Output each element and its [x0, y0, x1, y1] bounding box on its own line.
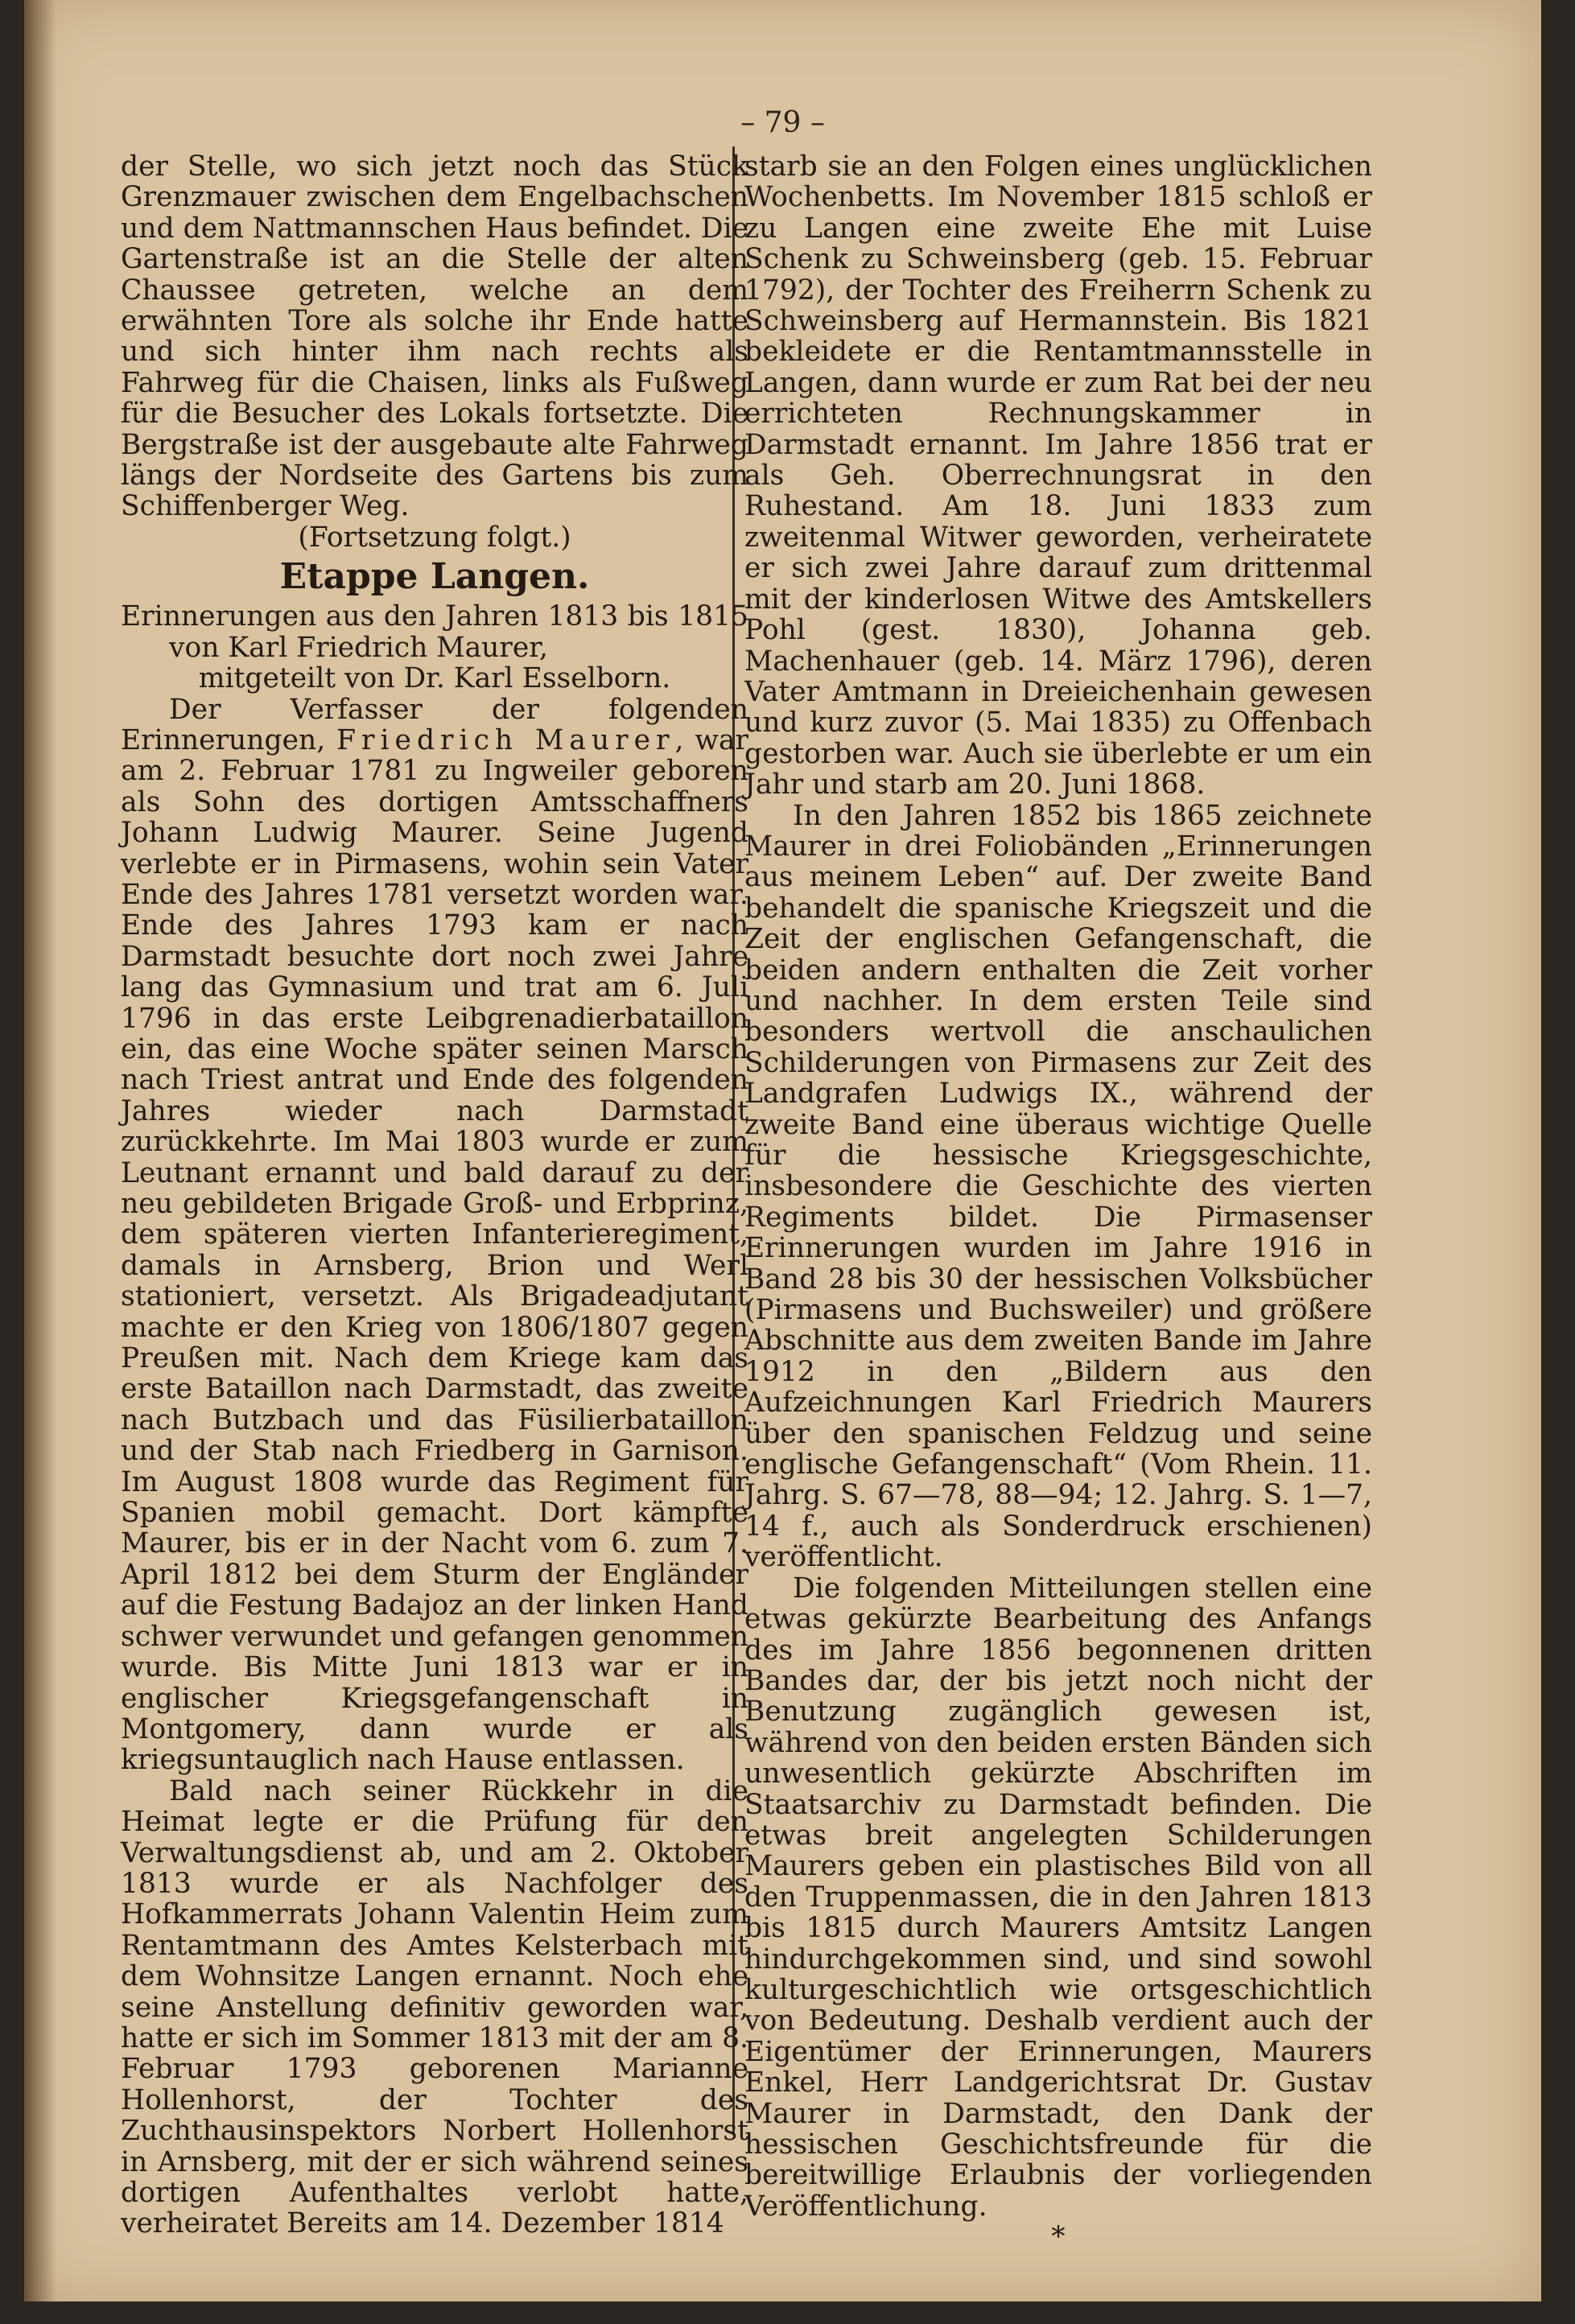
left-paragraph-2: [121, 694, 748, 1776]
article-subtitle: Erinnerungen aus den Jahren 1813 bis 1815 von Karl Friedrich Maurer,: [121, 600, 748, 664]
article-title: Etappe Langen.: [279, 556, 590, 598]
right-paragraph-3: Die folgenden Mitteilungen stellen eine etwas gekürzte Bearbeitung des Anfangs des im Jahre 1856 begonnenen dritten Bandes dar, der bis jetzt noch nicht der Benutzung zugänglich gewesen ist, während von den beiden ersten Bänden sich unwesentlich gekürzte Abschriften im Staatsarchiv zu Darmstadt befinden. Die etwas breit angelegten Schilderungen Maurers geben ein plastisches Bild von all den Truppenmassen, die in den Jahren 1813 bis 1815 durch Maurers Amtsitz Langen hindurchgekommen sind, und sind sowohl kulturgeschichtlich wie ortsgeschichtlich von Bedeutung. Deshalb verdient auch der Eigentümer der Erinnerungen, Maurers Enkel, Herr Landgerichtsrat Dr. Gustav Maurer in Darmstadt, den Dank der hessischen Geschichtsfreunde für die bereitwillige Erlaubnis der vorliegenden Veröffentlichung.: [744, 1572, 1372, 2223]
right-paragraph-1: starb sie an den Folgen eines unglücklichen Wochenbetts. Im November 1815 schloß er zu Langen eine zweite Ehe mit Luise Schenk zu Schweinsberg (geb. 15. Februar 1792), der Tochter des Freiherrn Schenk zu Schweinsberg auf Hermannstein. Bis 1821 bekleidete er die Rentamtmannsstelle in Langen, dann wurde er zum Rat bei der neu errichteten Rechnungskammer in Darmstadt ernannt. Im Jahre 1856 trat er als Geh. Oberrechnungsrat in den Ruhestand. Am 18. Juni 1833 zum zweitenmal Witwer geworden, verheiratete er sich zwei Jahre darauf zum drittenmal mit der kinderlosen Witwe des Amtskellers Pohl (gest. 1830), Johanna geb. Machenhauer (geb. 14. März 1796), deren Vater Amtmann in Dreieichenhain gewesen und kurz zuvor (5. Mai 1835) zu Offenbach gestorben war. Auch sie überlebte er um ein Jahr und starb am 20. Juni 1868.: [744, 150, 1372, 801]
left-paragraph-1: der Stelle, wo sich jetzt noch das Stück Grenzmauer zwischen dem Engelbachschen und dem Nattmannschen Haus befindet. Die Gartenstraße ist an die Stelle der alten Chaussee getreten, welche an dem erwähnten Tore als solche ihr Ende hatte und sich hinter ihm nach rechts als Fahrweg für die Chaisen, links als Fußweg für die Besucher des Lokals fortsetzte. Die Bergstraße ist der ausgebaute alte Fahrweg längs der Nordseite des Gartens bis zum Schiffenberger Weg.: [121, 150, 748, 523]
binding-shadow: [24, 0, 56, 2301]
page-number: – 79 –: [740, 106, 825, 139]
right-paragraph-2: In den Jahren 1852 bis 1865 zeichnete Maurer in drei Foliobänden „Erinnerungen aus meinem Leben“ auf. Der zweite Band behandelt die spanische Kriegszeit und die Zeit der englischen Gefangenschaft, die beiden andern enthalten die Zeit vorher und nachher. In dem ersten Teile sind besonders wertvoll die anschaulichen Schilderungen von Pirmasens zur Zeit des Landgrafen Ludwigs IX., während der zweite Band eine überaus wichtige Quelle für die hessische Kriegsgeschichte, insbesondere die Geschichte des vierten Regiments bildet. Die Pirmasenser Erinnerungen wurden im Jahre 1916 in Band 28 bis 30 der hessischen Volksbücher (Pirmasens und Buchsweiler) und größere Abschnitte aus dem zweiten Bande im Jahre 1912 in den „Bildern aus den Aufzeichnungen Karl Friedrich Maurers über den spanischen Feldzug und seine englische Gefangenschaft“ (Vom Rhein. 11. Jahrg. S. 67—78, 88—94; 12. Jahrg. S. 1—7, 14 f., auch als Sonderdruck erschienen) veröffentlicht.: [744, 799, 1372, 1574]
author-name: Friedrich Maurer: [336, 723, 675, 756]
continuation-note: (Fortsetzung folgt.): [298, 521, 571, 554]
left-paragraph-3: Bald nach seiner Rückkehr in die Heimat legte er die Prüfung für den Verwaltungsdienst ab, und am 2. Oktober 1813 wurde er als Nachfolger des Hofkammerrats Johann Valentin Heim zum Rentamtmann des Amtes Kelsterbach mit dem Wohnsitze Langen ernannt. Noch ehe seine Anstellung definitiv geworden war, hatte er sich im Sommer 1813 mit der am 8. Februar 1793 geborenen Marianne Hollenhorst, der Tochter des Zuchthausinspektors Norbert Hollenhorst in Arnsberg, mit der er sich während seines dortigen Aufenthaltes verlobt hatte, verheiratet Bereits am 14. Dezember 1814: [121, 1774, 748, 2240]
left-column: [121, 151, 748, 2240]
para-2-start: Der Verfasser der folgenden Erinnerungen,: [121, 693, 748, 756]
page: [24, 0, 1541, 2301]
right-column: [744, 151, 1372, 2253]
para-2-rest: , war am 2. Februar 1781 zu Ingweiler geboren als Sohn des dortigen Amtsschaffners Johann Ludwig Maurer. Seine Jugend verlebte er in Pirmasens, wohin sein Vater Ende des Jahres 1781 versetzt worden war. Ende des Jahres 1793 kam er nach Darmstadt besuchte dort noch zwei Jahre lang das Gymnasium und trat am 6. Juli 1796 in das erste Leibgrenadierbataillon ein, das eine Woche später seinen Marsch nach Triest antrat und Ende des folgenden Jahres wieder nach Darmstadt zurückkehrte. Im Mai 1803 wurde er zum Leutnant ernannt und bald darauf zu der neu gebildeten Brigade Groß- und Erbprinz, dem späteren vierten Infanterieregiment, damals in Arnsberg, Brion und Werl stationiert, versetzt. Als Brigadeadjutant machte er den Krieg von 1806/1807 gegen Preußen mit. Nach dem Kriege kam das erste Bataillon nach Darmstadt, das zweite nach Butzbach und das Füsilierbataillon und der Stab nach Friedberg in Garnison. Im August 1808 wurde das Regiment für Spanien mobil gemacht. Dort kämpfte Maurer, bis er in der Nacht vom 6. zum 7. April 1812 bei dem Sturm der Engländer auf die Festung Badajoz an der linken Hand schwer verwundet und gefangen genommen wurde. Bis Mitte Juni 1813 war er in englischer Kriegsgefangenschaft in Montgomery, dann wurde er als kriegsuntauglich nach Hause entlassen.: [121, 723, 749, 1777]
article-byline: mitgeteilt von Dr. Karl Esselborn.: [198, 662, 671, 695]
section-separator: *: [1051, 2221, 1066, 2254]
